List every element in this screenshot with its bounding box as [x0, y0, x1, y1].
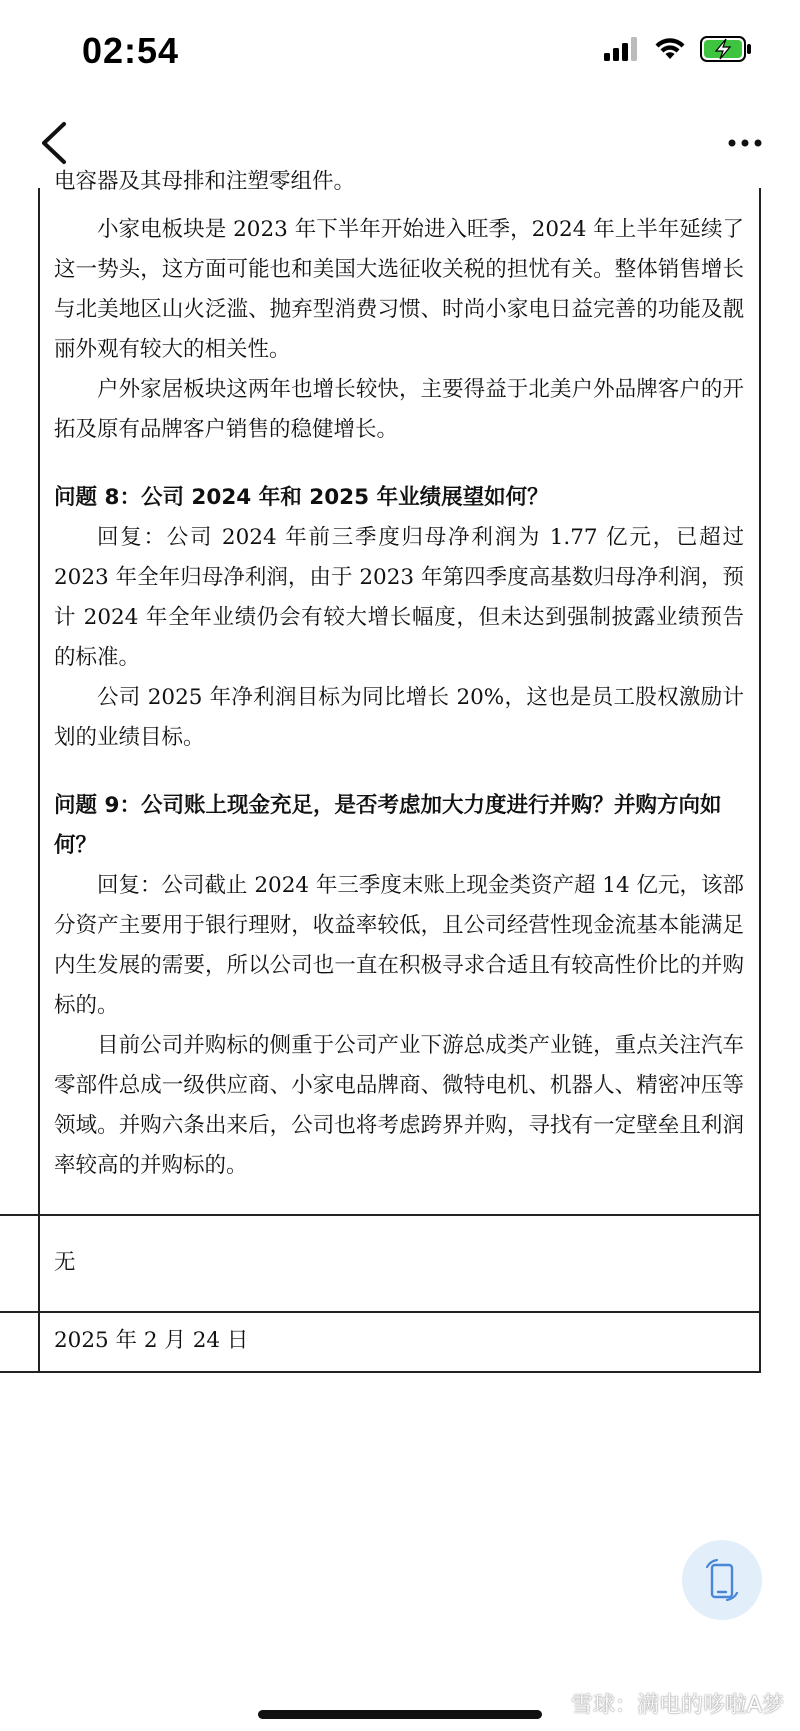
- snowball-logo-icon: [541, 1692, 565, 1716]
- question-heading: 问题 9：公司账上现金充足，是否考虑加大力度进行并购？并购方向如何？: [54, 793, 722, 858]
- watermark: [541, 1688, 784, 1719]
- paragraph: 回复：公司截止 2024 年三季度末账上现金类资产超 14 亿元，该部分资产主要用于银行理财，收益率较低，且公司经营性现金流基本能满足内生发展的需要，所以公司也一直在积极寻求合适且有较高性价比的并购标的。: [54, 873, 744, 1018]
- more-horizontal-icon: [720, 128, 770, 158]
- battery-charging-icon: [700, 36, 752, 62]
- status-time: 02:54: [82, 30, 180, 71]
- status-bar: [0, 0, 800, 100]
- paragraph: 小家电板块是 2023 年下半年开始进入旺季，2024 年上半年延续了这一势头，这方面可能也和美国大选征收关税的担忧有关。整体销售增长与北美地区山火泛滥、抛弃型消费习惯、时尚小家电日益完善的功能及靓丽外观有较大的相关性。: [54, 217, 744, 362]
- table-border-bottom: [0, 1371, 761, 1373]
- home-indicator[interactable]: [258, 1710, 542, 1719]
- paragraph: 公司 2025 年净利润目标为同比增长 20%，这也是员工股权激励计划的业绩目标。: [54, 685, 744, 750]
- rotate-screen-button[interactable]: [682, 1540, 762, 1620]
- question-heading: 问题 8：公司 2024 年和 2025 年业绩展望如何？: [54, 485, 549, 510]
- table-row-divider: [0, 1311, 761, 1313]
- chevron-left-icon: [30, 118, 80, 168]
- table-border-left: [38, 188, 40, 1372]
- cellular-signal-icon: [604, 37, 640, 61]
- more-button[interactable]: [720, 128, 770, 158]
- wifi-icon: [654, 37, 686, 61]
- watermark-text: 雪球：满电的哆啦A梦: [570, 1693, 784, 1718]
- table-border-right: [759, 188, 761, 1372]
- paragraph: 目前公司并购标的侧重于公司产业下游总成类产业链，重点关注汽车零部件总成一级供应商、小家电品牌商、微特电机、机器人、精密冲压等领域。并购六条出来后，公司也将考虑跨界并购，寻找有一定壁垒且利润率较高的并购标的。: [54, 1033, 744, 1178]
- phone-rotate-icon: [701, 1557, 743, 1603]
- table-row-divider: [0, 1214, 761, 1216]
- paragraph: 户外家居板块这两年也增长较快，主要得益于北美户外品牌客户的开拓及原有品牌客户销售的稳健增长。: [54, 377, 744, 442]
- cut-off-line: 电容器及其母排和注塑零组件。: [54, 169, 356, 194]
- document-viewer[interactable]: [0, 169, 800, 1368]
- table-cell-date: 2025 年 2 月 24 日: [54, 1328, 249, 1353]
- answer-cell: [54, 210, 744, 1186]
- back-button[interactable]: [30, 118, 80, 168]
- paragraph: 回复：公司 2024 年前三季度归母净利润为 1.77 亿元，已超过 2023 年全年归母净利润，由于 2023 年第四季度高基数归母净利润，预计 2024 年全年业绩仍会有较大增长幅度，但未达到强制披露业绩预告的标准。: [54, 525, 744, 670]
- table-cell-none: 无: [54, 1250, 76, 1275]
- status-icons: [604, 36, 752, 62]
